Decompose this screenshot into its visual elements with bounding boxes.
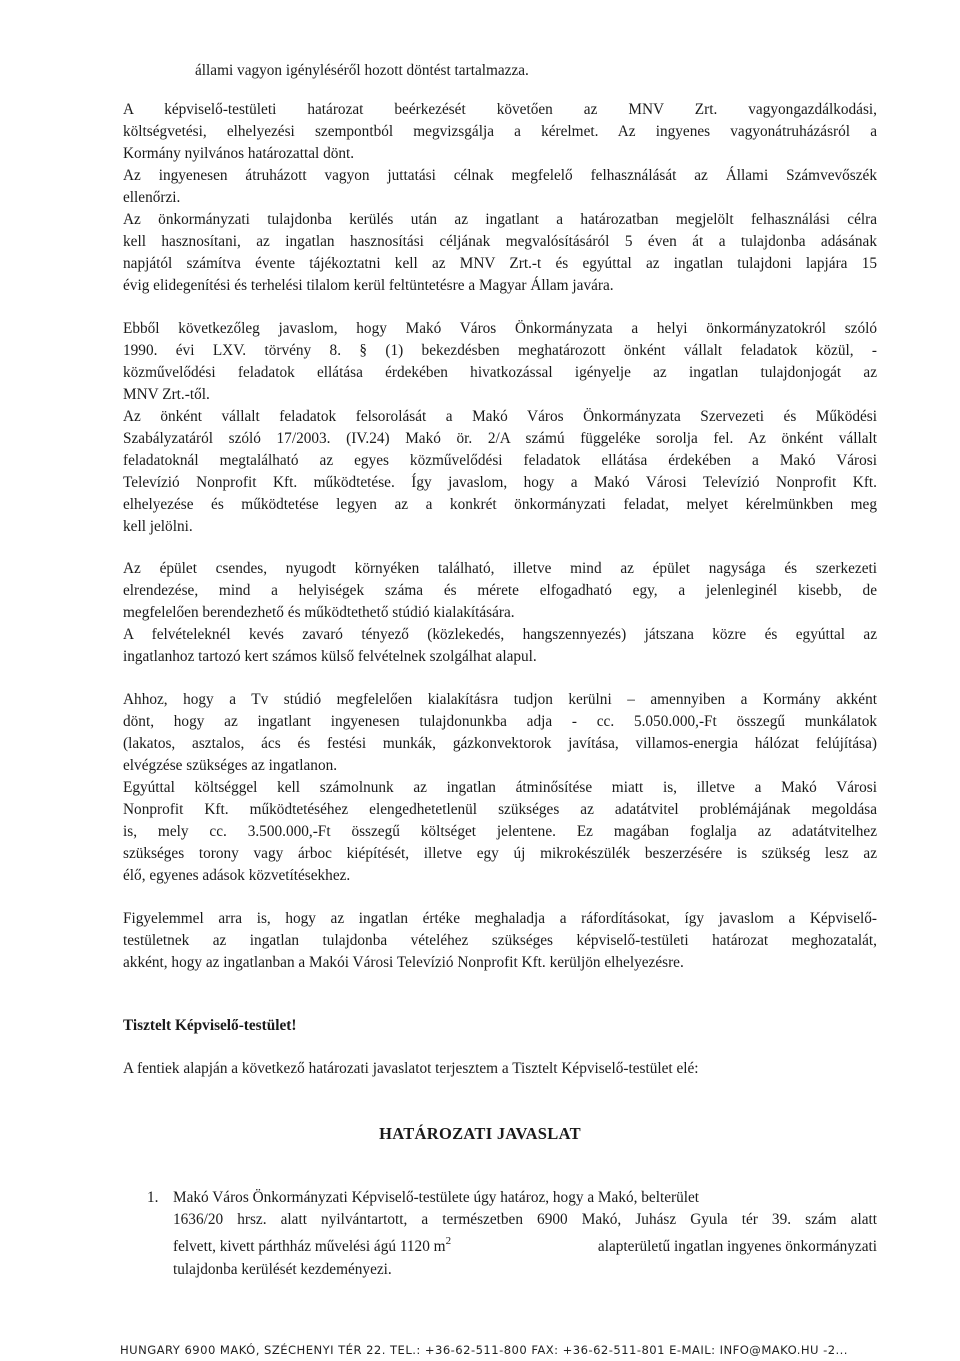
paragraph-3-line: ingatlanhoz tartozó kert számos külső felvételnek szolgálhat alapul. xyxy=(123,648,537,665)
paragraph-2-line: Ebből következőleg javaslom, hogy Makó Város Önkormányzata a helyi önkormányzatokról szóló xyxy=(123,320,877,337)
paragraph-1-line: költségvetési, elhelyezési szempontból megvizsgálja a kérelmet. Az ingyenes vagyonátruházásról a xyxy=(123,123,877,140)
paragraph-4-line: is, mely cc. 3.500.000,-Ft összegű költséget jelentene. Ez magában foglalja az adatátvitelhez xyxy=(123,823,877,840)
salutation: Tisztelt Képviselő-testület! xyxy=(123,1017,297,1034)
paragraph-4-line: élő, egyenes adások közvetítésekhez. xyxy=(123,867,351,884)
paragraph-4-line: (lakatos, asztalos, ács és festési munkák, gázkonvektorok javítása, villamos-energia hálózat felújítása) xyxy=(123,735,877,752)
list-item-number: 1. xyxy=(147,1189,159,1206)
paragraph-1-line: Kormány nyilvános határozattal dönt. xyxy=(123,145,355,162)
paragraph-2-line: Televízió Nonprofit Kft. működtetése. Így javaslom, hogy a Makó Városi Televízió Nonprofit Kft. xyxy=(123,474,877,491)
paragraph-4-line: dönt, hogy az ingatlant ingyenesen tulajdonunkba adja - cc. 5.050.000,-Ft összegű munkálatok xyxy=(123,713,877,730)
paragraph-3-line: elrendezése, mind a helyiségek száma és mérete elfogadható egy, a jelenleginél kisebb, de xyxy=(123,582,877,599)
list-item-line: tulajdonba kerülését kezdeményezi. xyxy=(173,1261,392,1278)
paragraph-4-line: Ahhoz, hogy a Tv stúdió megfelelően kialakításra tudjon kerülni – amennyiben a Kormány akként xyxy=(123,691,877,708)
area-text: felvett, kivett párthház művelési ágú 1120 m xyxy=(173,1238,446,1255)
paragraph-1-line: évig elidegenítési és terhelési tilalom kerül feltüntetésre a Magyar Állam javára. xyxy=(123,277,614,294)
paragraph-1-line: ellenőrzi. xyxy=(123,189,181,206)
paragraph-5-line: akként, hogy az ingatlanban a Makói Városi Televízió Nonprofit Kft. kerüljön elhelyezésre. xyxy=(123,954,684,971)
paragraph-2-line: 1990. évi LXV. törvény 8. § (1) bekezdésben meghatározott önként vállalt feladatok közül, - xyxy=(123,342,877,359)
paragraph-3-line: megfelelően berendezhető és működtethető stúdió kialakítására. xyxy=(123,604,515,621)
list-item-line xyxy=(173,1236,877,1258)
paragraph-1-line: napjától számítva évente tájékoztatni kell az MNV Zrt.-t és egyúttal az ingatlan tulajdoni lapjára 15 xyxy=(123,255,877,272)
paragraph-5-line: testületnek az ingatlan tulajdonba vételéhez szükséges képviselő-testületi határozat meghozatalát, xyxy=(123,932,877,949)
list-item-line-part: alapterületű ingatlan ingyenes önkormányzati xyxy=(597,1238,877,1255)
paragraph-4-line: szükséges torony vagy árboc kiépítését, illetve egy új mikrokészülék beszerzésére is szükség lesz az xyxy=(123,845,877,862)
paragraph-3-line: Az épület csendes, nyugodt környéken található, illetve mind az épület nagysága és szerkezeti xyxy=(123,560,877,577)
paragraph-4-line: Nonprofit Kft. működtetéséhez elengedhetetlenül szükséges az adatátvitel problémájának megoldása xyxy=(123,801,877,818)
resolution-heading: HATÁROZATI JAVASLAT xyxy=(379,1124,581,1143)
paragraph-2-line: feladatoknál megtalálható az egyes közművelődési feladatok ellátása érdekében a Makó Városi xyxy=(123,452,877,469)
paragraph-5-line: Figyelemmel arra is, hogy az ingatlan értéke meghaladja a ráfordításokat, így javaslom a Képviselő- xyxy=(123,910,877,927)
list-item-line: Makó Város Önkormányzati Képviselő-testülete úgy határoz, hogy a Makó, belterület xyxy=(173,1189,700,1206)
paragraph-1-line: A képviselő-testületi határozat beérkezését követően az MNV Zrt. vagyongazdálkodási, xyxy=(123,101,877,118)
page-footer: HUNGARY 6900 MAKÓ, SZÉCHENYI TÉR 22. TEL.: +36-62-511-800 FAX: +36-62-511-801 E-MAIL: INFO@MAKO.HU -2... xyxy=(120,1343,848,1357)
list-item-line-part xyxy=(173,1236,451,1258)
paragraph-2-line: Az önként vállalt feladatok felsorolását a Makó Város Önkormányzata Szervezeti és Működési xyxy=(123,408,877,425)
paragraph-4-line: Egyúttal költséggel kell számolnunk az ingatlan átminősítése miatt is, illetve a Makó Városi xyxy=(123,779,877,796)
list-item-line: 1636/20 hrsz. alatt nyilvántartott, a természetben 6900 Makó, Juhász Gyula tér 39. szám alatt xyxy=(173,1211,877,1228)
paragraph-2-line: MNV Zrt.-től. xyxy=(123,386,210,403)
paragraph-1-line: kell hasznosítani, az ingatlan hasznosítási céljának megvalósításáról 5 éven át a tulajdonba adásának xyxy=(123,233,877,250)
superscript-2: 2 xyxy=(445,1234,452,1247)
paragraph-1-line: Az önkormányzati tulajdonba kerülés után az ingatlant a határozatban megjelölt felhasználási célra xyxy=(123,211,877,228)
paragraph-1-line: Az ingyenesen átruházott vagyon juttatási célnak megfelelő felhasználását az Állami Számvevőszék xyxy=(123,167,877,184)
paragraph-2-line: elhelyezése és működtetése legyen az a konkrét önkormányzati feladat, melyet kérelmünkben meg xyxy=(123,496,877,513)
paragraph-3-line: A felvételeknél kevés zavaró tényező (közlekedés, hangszennyezés) játszana közre és egyúttal az xyxy=(123,626,877,643)
paragraph-4-line: elvégzése szükséges az ingatlanon. xyxy=(123,757,338,774)
intro-line: állami vagyon igényléséről hozott döntést tartalmazza. xyxy=(195,62,529,79)
submission-sentence: A fentiek alapján a következő határozati javaslatot terjesztem a Tisztelt Képviselő-testület elé: xyxy=(123,1060,699,1077)
paragraph-2-line: Szabályzatáról szóló 17/2003. (IV.24) Makó ör. 2/A számú függeléke sorolja fel. Az önként vállalt xyxy=(123,430,877,447)
paragraph-2-line: közművelődési feladatok ellátása érdekében hivatkozással igényelje az ingatlan tulajdonjogát az xyxy=(123,364,877,381)
paragraph-2-line: kell jelölni. xyxy=(123,518,193,535)
